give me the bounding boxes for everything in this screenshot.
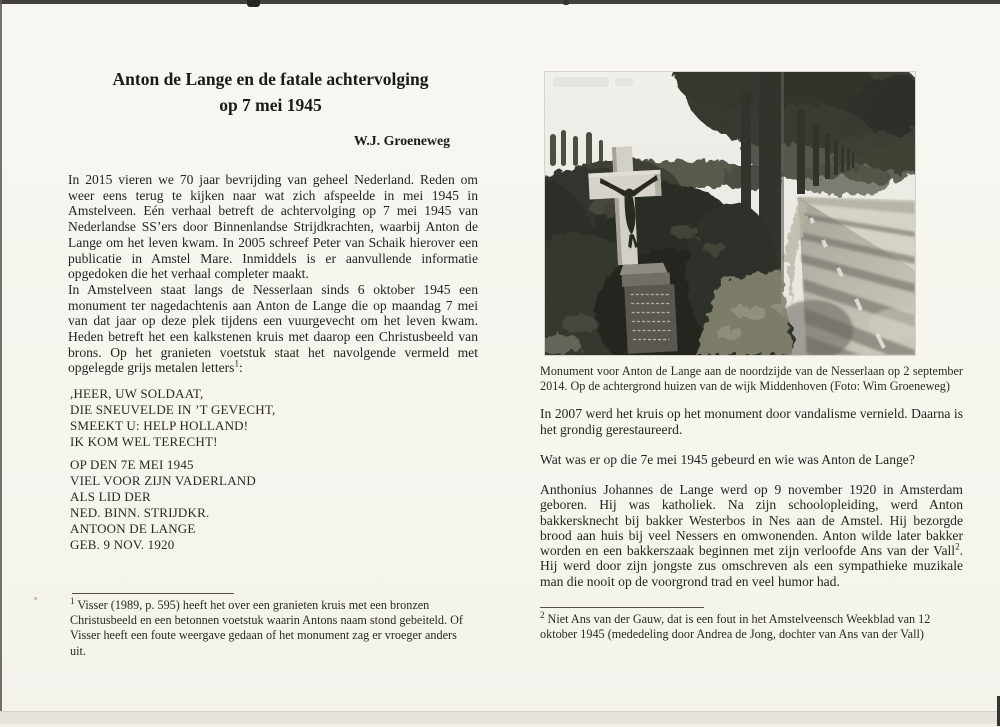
scan-dust-speck [34,597,37,600]
monument-inscription-stanza2 [70,457,256,552]
footnote-marker: 2 [955,541,960,552]
photo-grain [545,72,915,355]
paragraph: In 2007 werd het kruis op het monument door vandalisme vernield. Daarna is het grondig gerestaureerd. [540,406,963,437]
right-page [540,0,963,727]
inscription-line: OP DEN 7E MEI 1945 [70,457,194,472]
footnote-1: $^1$ Visser (1989, p. 595) heeft het over een granieten kruis met een bronzen Christusbeeld en een betonnen voetstuk waarin Antons naam stond gebeiteld. Of Visser heeft een foute weergave gedaan of het monument zag er vroeger anders uit. [70,595,463,658]
inscription-line: ALS LID DER [70,488,151,504]
paragraph: In 2015 vieren we 70 jaar bevrijding van geheel Nederland. Reden om weer eens terug te kijken naar wat zich afspeelde in mei 1945 in Amstelveen. Eén verhaal betreft de achtervolging op 7 mei 1945 van Nederlandse SS’ers door Binnenlandse Strijdkrachten, waarbij Anton de Lange om het leven kwam. In 2005 schreef Peter van Schaik hierover een publicatie in Amstel Mare. Inmiddels is er aanvullende informatie opgedoken die het verhaal completer maakt. [68,172,478,282]
inscription-line: NED. BINN. STRIJDKR. [70,504,210,520]
footnote-divider [540,607,704,608]
footnote-marker: 2 [540,609,545,620]
monument-photo [545,72,915,355]
footnote-marker: 1 [234,358,239,369]
photo-caption: Monument voor Anton de Lange aan de noordzijde van de Nesserlaan op 2 september 2014. Op de achtergrond huizen van de wijk Middenhoven (Foto: Wim Groeneweg) [540,364,963,393]
article-title-line2: op 7 mei 1945 [219,95,322,115]
paragraph: In Amstelveen staat langs de Nesserlaan sinds 6 oktober 1945 een monument ter nagedachtenis aan Anton de Lange die op maandag 7 mei van dat jaar op deze plek tijdens een vuurgevecht om het leven kwam. Heden betreft het een kalkstenen kruis met daarop een Christusbeeld van brons. Op het granieten voetstuk staat het navolgende vermeld met opgelegde grijs metalen letters$^1$: [68,281,478,376]
article-author: W.J. Groeneweg [353,133,450,148]
inscription-line: ,HEER, UW SOLDAAT, [70,386,204,401]
inscription-line: VIEL VOOR ZIJN VADERLAND [70,472,256,488]
footnote-divider [72,593,234,594]
inscription-line: DIE SNEUVELDE IN ’T GEVECHT, [70,401,276,417]
inscription-line: IK KOM WEL TERECHT! [70,433,218,449]
inscription-line: ANTOON DE LANGE [70,520,196,536]
left-page [68,0,478,727]
paragraph: Anthonius Johannes de Lange werd op 9 november 1920 in Amsterdam geboren. Hij was katholiek. Na zijn schoolopleiding, werd Anton bakkersknecht bij bakker Westerbos in Nes aan de Amstel. Hij bezorgde brood aan huis bij veel Nessers en omwonenden. Anton wilde later bakker worden en een bakkerszaak beginnen met zijn verloofde Ans van der Vall$^2$. Hij werd door zijn jongste zus omschreven als een sympathieke muzikale man die nooit op de voorgrond trad en veel humor had. [540,482,963,589]
left-page-body [68,172,478,376]
inscription-line: GEB. 9 NOV. 1920 [70,536,175,552]
monument-inscription-stanza1 [70,386,276,450]
inscription-line: SMEEKT U: HELP HOLLAND! [70,417,249,433]
article-title [78,66,463,118]
footnote-2: $^2$ Niet Ans van der Gauw, dat is een fout in het Amstelveensch Weekblad van 12 oktober 1945 (mededeling door Andrea de Jong, dochter van Ans van der Vall) [540,609,931,642]
scan-edge-left [0,0,2,712]
footnote-marker: 1 [70,595,75,606]
article-title-line1: Anton de Lange en de fatale achtervolging [112,69,429,89]
monument-photo-illustration [545,72,915,355]
question-paragraph: Wat was er op die 7e mei 1945 gebeurd en wie was Anton de Lange? [540,452,915,467]
